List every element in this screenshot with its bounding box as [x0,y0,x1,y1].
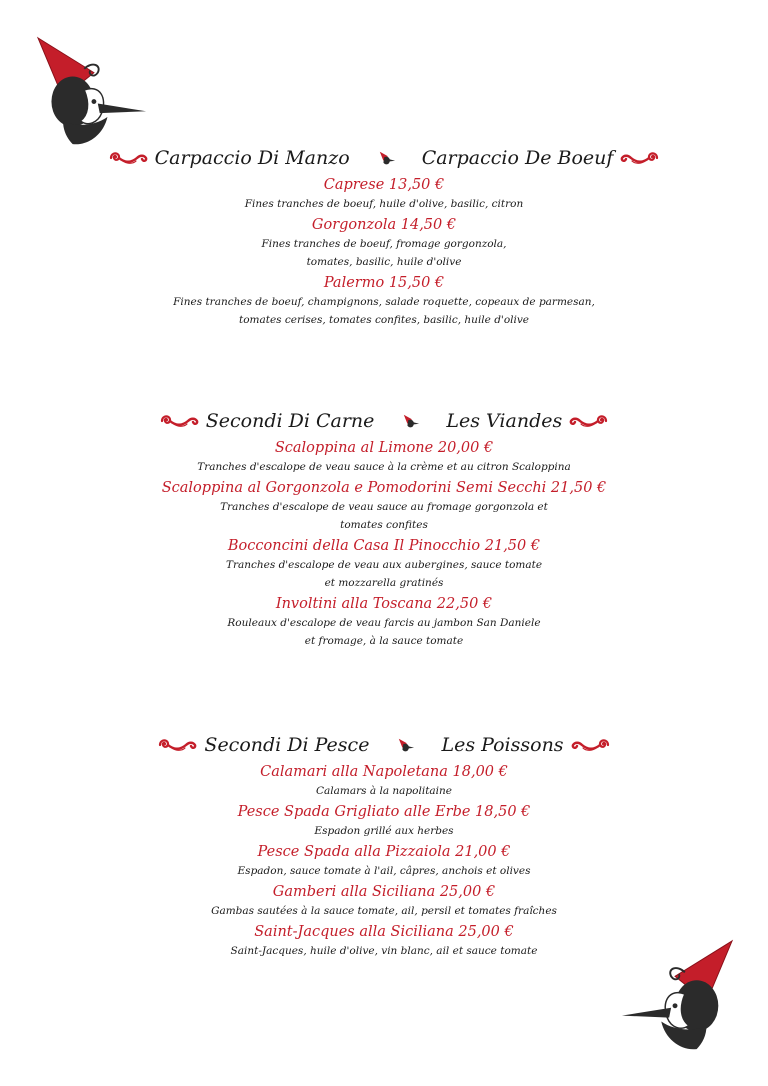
dish-description: Calamars à la napolitaine [315,785,453,797]
menu-item [0,595,768,650]
section-header [0,143,768,173]
menu-item [0,274,768,329]
scroll-ornament-icon [158,737,198,753]
section-title-french: Les Viandes [446,410,563,432]
pinocchio-mini-icon [378,149,396,167]
menu-item [0,883,768,920]
dish-name-price: Saint-Jacques alla Siciliana 25,00 € [254,924,514,940]
dish-description: Tranches d'escalope de veau sauce à la crème et au citron Scaloppina [197,461,571,473]
dish-description: Fines tranches de boeuf, fromage gorgonzola, tomates, basilic, huile d'olive [261,238,507,268]
section-title-french: Carpaccio De Boeuf [421,147,614,169]
section-title-french: Les Poissons [441,734,564,756]
menu-item [0,479,768,534]
scroll-ornament-icon [570,737,610,753]
menu-item [0,843,768,880]
section-title-italian: Secondi Di Carne [205,410,375,432]
menu-item [0,537,768,592]
section-header [0,406,768,436]
dish-description: Fines tranches de boeuf, champignons, salade roquette, copeaux de parmesan, tomates cerises, tomates confites, basilic, huile d'olive [173,296,595,326]
scroll-ornament-icon [568,413,608,429]
dish-description: Espadon grillé aux herbes [314,825,454,837]
dish-name-price: Scaloppina al Gorgonzola e Pomodorini Semi Secchi 21,50 € [161,480,607,496]
dish-description: Espadon, sauce tomate à l'ail, câpres, anchois et olives [237,865,531,877]
scroll-ornament-icon [109,150,149,166]
scroll-ornament-icon [160,413,200,429]
dish-description: Saint-Jacques, huile d'olive, vin blanc, ail et sauce tomate [230,945,538,957]
pinocchio-logo-icon [34,34,150,146]
menu-section-viandes [0,406,768,650]
menu-item [0,763,768,800]
dish-description: Tranches d'escalope de veau sauce au fromage gorgonzola et tomates confites [220,501,548,531]
dish-name-price: Palermo 15,50 € [323,275,445,291]
menu-section-carpaccio [0,143,768,329]
dish-description: Fines tranches de boeuf, huile d'olive, basilic, citron [244,198,524,210]
dish-description: Rouleaux d'escalope de veau farcis au jambon San Daniele et fromage, à la sauce tomate [227,617,541,647]
section-title-italian: Carpaccio Di Manzo [154,147,350,169]
dish-name-price: Involtini alla Toscana 22,50 € [275,596,493,612]
section-title-italian: Secondi Di Pesce [204,734,370,756]
scroll-ornament-icon [619,150,659,166]
menu-item [0,216,768,271]
dish-description: Tranches d'escalope de veau aux aubergines, sauce tomate et mozzarella gratinés [225,559,543,589]
dish-name-price: Pesce Spada alla Pizzaiola 21,00 € [257,844,511,860]
pinocchio-logo-icon [618,936,736,1052]
menu-section-poissons [0,730,768,960]
menu-item [0,176,768,213]
section-header [0,730,768,760]
dish-name-price: Gamberi alla Siciliana 25,00 € [272,884,496,900]
dish-name-price: Gorgonzola 14,50 € [311,217,457,233]
menu-item [0,803,768,840]
dish-name-price: Bocconcini della Casa Il Pinocchio 21,50 € [227,538,541,554]
dish-name-price: Scaloppina al Limone 20,00 € [274,440,494,456]
dish-name-price: Pesce Spada Grigliato alle Erbe 18,50 € [237,804,531,820]
dish-name-price: Caprese 13,50 € [323,177,445,193]
pinocchio-mini-icon [397,736,415,754]
dish-name-price: Calamari alla Napoletana 18,00 € [260,764,508,780]
dish-description: Gambas sautées à la sauce tomate, ail, persil et tomates fraîches [211,905,557,917]
menu-item [0,439,768,476]
pinocchio-mini-icon [402,412,420,430]
